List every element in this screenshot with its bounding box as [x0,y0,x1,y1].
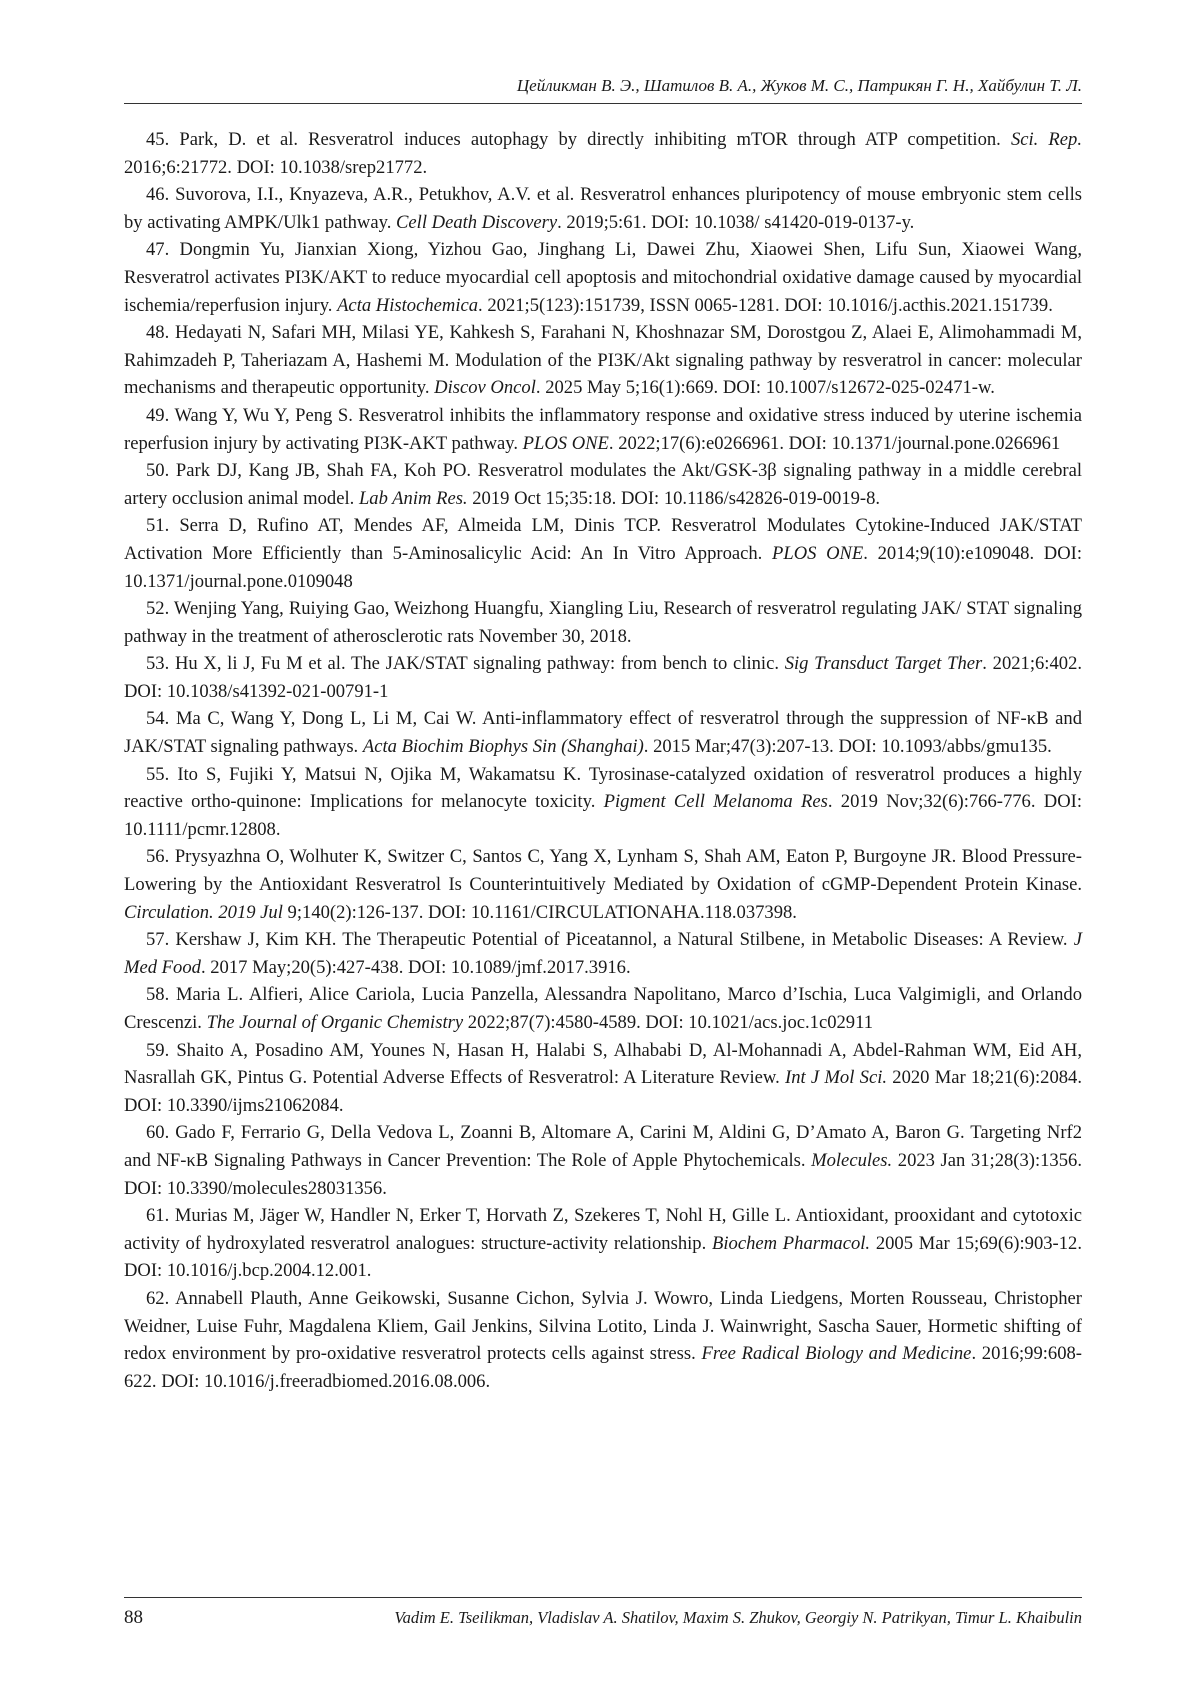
reference-number: 50. [146,460,170,482]
reference-text: Prysyazhna O, Wolhuter K, Switzer C, Santos C, Yang X, Lynham S, Shah AM, Eaton P, Burgoyne JR. Blood Pressure-Lowering by the Antioxidant Resveratrol Is Counterintuitively Mediated by Oxidation of cGMP-Dependent Protein Kinase. [124,846,1083,896]
reference-journal: Molecules. [811,1149,893,1171]
reference-number: 56. [146,846,170,868]
reference-journal: Free Radical Biology and Medicine [701,1343,972,1365]
reference-item [124,512,1082,595]
reference-text: Wenjing Yang, Ruiying Gao, Weizhong Huangfu, Xiangling Liu, Research of resveratrol regulating JAK/ STAT signaling pathway in the treatment of atherosclerotic rats November 30, 2018. [124,598,1082,647]
reference-item [124,319,1082,402]
reference-journal: Lab Anim Res. [358,487,468,509]
reference-text: Suvorova, I.I., Knyazeva, A.R., Petukhov, A.V. et al. Resveratrol enhances pluripotency of mouse embryonic stem cells by activating AMPK/Ulk1 pathway. [124,184,1082,233]
reference-item [124,1285,1082,1395]
reference-item [124,236,1082,319]
reference-number: 59. [146,1039,170,1061]
reference-item [124,650,1082,705]
reference-number: 60. [146,1122,170,1144]
reference-item [124,926,1082,981]
reference-journal: J Med Food [124,929,1082,978]
reference-number: 46. [146,184,170,206]
reference-item [124,126,1082,181]
reference-details: 2016;6:21772. DOI: 10.1038/srep21772. [124,156,428,178]
reference-text: Annabell Plauth, Anne Geikowski, Susanne Cichon, Sylvia J. Wowro, Linda Liedgens, Morten Rousseau, Christopher Weidner, Luise Fuhr, Magdalena Kliem, Gail Jenkins, Silvina Lotito, Linda J. Wainwright, Sascha Sauer, Hormetic shifting of redox environment by pro-oxidative resveratrol protects cells against stress. [124,1287,1082,1365]
reference-details: . 2016;99:608-622. DOI: 10.1016/j.freeradbiomed.2016.08.006. [124,1343,1083,1392]
footer-authors: Vadim E. Tseilikman, Vladislav A. Shatilov, Maxim S. Zhukov, Georgiy N. Patrikyan, Timur L. Khaibulin [394,1608,1082,1627]
reference-item [124,1119,1082,1202]
reference-number: 58. [146,984,170,1006]
reference-text: Park DJ, Kang JB, Shah FA, Koh PO. Resveratrol modulates the Akt/GSK-3β signaling pathway in a middle cerebral artery occlusion animal model. [124,460,1082,509]
reference-number: 53. [146,653,170,675]
reference-details: 2022;87(7):4580-4589. DOI: 10.1021/acs.joc.1c02911 [463,1012,873,1033]
reference-number: 51. [146,515,170,537]
reference-text: Maria L. Alfieri, Alice Cariola, Lucia Panzella, Alessandra Napolitano, Marco d’Ischia, Luca Valgimigli, and Orlando Crescenzi. [124,984,1082,1033]
reference-details: . 2017 May;20(5):427-438. DOI: 10.1089/jmf.2017.3916. [200,956,631,978]
reference-number: 57. [146,929,170,951]
reference-journal: PLOS ONE [522,432,609,454]
reference-text: Ito S, Fujiki Y, Matsui N, Ojika M, Wakamatsu K. Tyrosinase-catalyzed oxidation of resveratrol produces a highly reactive ortho-quinone: Implications for melanocyte toxicity. [124,763,1082,813]
reference-number: 45. [146,129,170,150]
reference-journal: Cell Death Discovery [396,211,558,233]
reference-details: . 2019;5:61. DOI: 10.1038/ s41420-019-0137-y. [557,211,915,233]
page-footer [124,1607,1082,1629]
reference-journal: Discov Oncol [434,377,536,399]
reference-item [124,595,1082,650]
reference-text: Park, D. et al. Resveratrol induces autophagy by directly inhibiting mTOR through ATP competition. [179,129,1011,150]
reference-item [124,843,1082,926]
reference-text: Dongmin Yu, Jianxian Xiong, Yizhou Gao, Jinghang Li, Dawei Zhu, Xiaowei Shen, Lifu Sun, Xiaowei Wang, Resveratrol activates PI3K/AKT to reduce myocardial cell apoptosis and mitochondrial oxidative damage caused by myocardial ischemia/reperfusion injury. [124,239,1083,316]
reference-number: 62. [146,1287,170,1309]
reference-number: 54. [146,708,170,730]
reference-journal: Int J Mol Sci. [785,1067,888,1089]
reference-item [124,1037,1082,1120]
reference-details: . 2025 May 5;16(1):669. DOI: 10.1007/s12672-025-02471-w. [535,377,995,399]
reference-journal: Acta Biochim Biophys Sin (Shanghai) [362,736,644,758]
reference-number: 52. [146,598,170,620]
reference-list [124,126,1082,1395]
reference-journal: PLOS ONE [772,542,864,564]
reference-item [124,181,1082,236]
header-divider [124,103,1082,104]
reference-journal: Sig Transduct Target Ther [784,653,983,675]
reference-item [124,981,1082,1036]
reference-number: 49. [146,404,170,426]
reference-details: 2005 Mar 15;69(6):903-12. DOI: 10.1016/j.bcp.2004.12.001. [124,1232,1082,1282]
reference-journal: Acta Histochemica [337,294,479,316]
reference-journal: Biochem Pharmacol. [712,1232,871,1254]
reference-details: . 2021;6:402. DOI: 10.1038/s41392-021-00791-1 [124,653,1083,702]
footer-divider [124,1597,1082,1598]
reference-number: 55. [146,763,170,785]
reference-details: 2019 Oct 15;35:18. DOI: 10.1186/s42826-019-0019-8. [467,487,881,509]
reference-details: . 2014;9(10):e109048. DOI: 10.1371/journal.pone.0109048 [124,542,1082,592]
reference-journal: Circulation. 2019 Jul [124,901,283,923]
reference-text: Shaito A, Posadino AM, Younes N, Hasan H, Halabi S, Alhababi D, Al-Mohannadi A, Abdel-Rahman WM, Eid AH, Nasrallah GK, Pintus G. Potential Adverse Effects of Resveratrol: A Literature Review. [124,1039,1082,1089]
reference-item [124,457,1082,512]
reference-text: Kershaw J, Kim KH. The Therapeutic Potential of Piceatannol, a Natural Stilbene, in Metabolic Diseases: A Review. [175,929,1074,951]
reference-details: 2023 Jan 31;28(3):1356. DOI: 10.3390/molecules28031356. [124,1149,1082,1199]
reference-item [124,1202,1082,1285]
reference-text: Hedayati N, Safari MH, Milasi YE, Kahkesh S, Farahani N, Khoshnazar SM, Dorostgou Z, Alaei E, Alimohammadi M, Rahimzadeh P, Taheriazam A, Hashemi M. Modulation of the PI3K/Akt signaling pathway by resveratrol in cancer: molecular mechanisms and therapeutic opportunity. [124,322,1082,399]
page-number: 88 [124,1607,143,1628]
reference-text: Ma C, Wang Y, Dong L, Li M, Cai W. Anti-inflammatory effect of resveratrol through the suppression of NF-κB and JAK/STAT signaling pathways. [124,708,1083,758]
reference-text: Gado F, Ferrario G, Della Vedova L, Zoanni B, Altomare A, Carini M, Aldini G, D’Amato A, Baron G. Targeting Nrf2 and NF-κB Signaling Pathways in Cancer Prevention: The Role of Apple Phytochemicals. [124,1122,1082,1171]
reference-details: . 2019 Nov;32(6):766-776. DOI: 10.1111/pcmr.12808. [124,791,1083,840]
reference-item [124,402,1082,457]
reference-item [124,761,1082,844]
reference-text: Hu X, li J, Fu M et al. The JAK/STAT signaling pathway: from bench to clinic. [174,653,785,675]
reference-number: 47. [146,239,170,261]
reference-details: . 2021;5(123):151739, ISSN 0065-1281. DOI: 10.1016/j.acthis.2021.151739. [478,294,1053,316]
reference-details: . 2015 Mar;47(3):207-13. DOI: 10.1093/abbs/gmu135. [643,736,1052,758]
reference-number: 48. [146,322,170,344]
reference-journal: Sci. Rep. [1010,129,1082,150]
reference-journal: The Journal of Organic Chemistry [206,1012,464,1033]
reference-details: . 2022;17(6):e0266961. DOI: 10.1371/journal.pone.0266961 [608,432,1061,454]
reference-number: 61. [146,1205,170,1227]
reference-details: 9;140(2):126-137. DOI: 10.1161/CIRCULATIONAHA.118.037398. [282,901,797,923]
reference-journal: Pigment Cell Melanoma Res [603,791,828,813]
reference-text: Serra D, Rufino AT, Mendes AF, Almeida LM, Dinis TCP. Resveratrol Modulates Cytokine-Induced JAK/STAT Activation More Efficiently than 5-Aminosalicylic Acid: An In Vitro Approach. [124,515,1082,564]
reference-item [124,705,1082,760]
reference-details: 2020 Mar 18;21(6):2084. DOI: 10.3390/ijms21062084. [124,1067,1082,1116]
reference-text: Wang Y, Wu Y, Peng S. Resveratrol inhibits the inflammatory response and oxidative stress induced by uterine ischemia reperfusion injury by activating PI3K-AKT pathway. [124,404,1083,454]
running-header: Цейликман В. Э., Шатилов В. А., Жуков М. С., Патрикян Г. Н., Хайбулин Т. Л. [516,76,1082,95]
reference-text: Murias M, Jäger W, Handler N, Erker T, Horvath Z, Szekeres T, Nohl H, Gille L. Antioxidant, prooxidant and cytotoxic activity of hydroxylated resveratrol analogues: structure-activity relationship. [124,1205,1082,1254]
